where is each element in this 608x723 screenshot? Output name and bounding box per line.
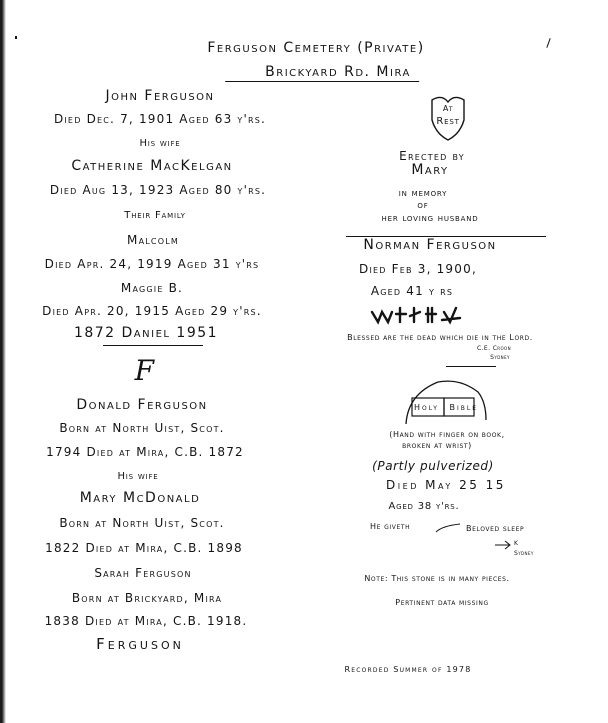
inscription-line: of — [417, 200, 429, 211]
maker-mark: Sydney — [514, 550, 534, 557]
book-label: Holy Bible — [414, 403, 478, 412]
inscription-line: her loving husband — [381, 213, 479, 224]
inscription-line: 1872 Daniel 1951 — [73, 325, 219, 341]
underline — [346, 236, 546, 237]
recorded-date: Recorded Summer of 1978 — [344, 665, 472, 674]
verse: He giveth — [370, 522, 411, 531]
inscription-line: Their Family — [124, 210, 186, 221]
inscription-line: Erected by — [399, 149, 465, 163]
inscription-line: Died Apr. 20, 1915 Aged 29 y'rs. — [42, 304, 262, 318]
rule-line — [103, 345, 203, 346]
epitaph: Blessed are the dead which die in the Lord. — [347, 333, 533, 342]
inscription-line: Died May 25 15 — [386, 478, 506, 492]
maker-mark: K — [514, 540, 519, 547]
inscription-line: Catherine MacKelgan — [71, 158, 233, 174]
inscription-line: Died Aug 13, 1923 Aged 80 y'rs. — [49, 183, 267, 197]
cemetery-location: Brickyard Rd. Mira — [225, 64, 419, 82]
rule-line — [446, 366, 496, 367]
inscription-line: Norman Ferguson — [363, 237, 497, 253]
scan-edge — [0, 0, 6, 723]
inscription-line: Died Dec. 7, 1901 Aged 63 y'rs. — [53, 112, 267, 126]
inscription-line: 1838 Died at Mira, C.B. 1918. — [44, 614, 248, 628]
verse-arrow — [434, 522, 462, 534]
scan-speck — [15, 36, 17, 39]
monogram: F — [134, 354, 156, 387]
stone-note: broken at wrist) — [402, 441, 472, 450]
inscription-line: Born at North Uist, Scot. — [59, 421, 225, 435]
maker-mark: C.E. Croon — [477, 345, 511, 352]
inscription-line: Donald Ferguson — [76, 397, 208, 413]
inscription-line: Maggie B. — [120, 281, 184, 295]
scan-speck — [546, 38, 550, 48]
inscription-line: Aged 38 y'rs. — [388, 501, 460, 512]
stone-note: (Partly pulverized) — [372, 459, 494, 473]
inscription-line: John Ferguson — [105, 88, 215, 104]
clasped-hands-icon — [370, 306, 462, 324]
verse: Beloved sleep — [466, 524, 525, 533]
inscription-line: Mary — [411, 162, 449, 178]
inscription-line: His wife — [117, 471, 159, 482]
cemetery-title: Ferguson Cemetery (Private) — [207, 40, 425, 56]
arrow-icon — [494, 540, 512, 550]
inscription-line: Born at North Uist, Scot. — [59, 516, 225, 530]
stone-note: (Hand with finger on book, — [389, 430, 505, 439]
inscription-line: Sarah Ferguson — [94, 566, 192, 580]
shield-text: Rest — [436, 116, 460, 127]
surname-base: Ferguson — [96, 635, 184, 653]
inscription-line: Aged 41 y rs — [370, 284, 454, 298]
inscription-line: His wife — [139, 138, 181, 149]
shield-text: At — [442, 104, 454, 113]
maker-mark: Sydney — [490, 354, 510, 361]
inscription-line: Died Feb 3, 1900, — [359, 262, 477, 276]
inscription-line: 1794 Died at Mira, C.B. 1872 — [46, 445, 244, 459]
inscription-line: in memory — [398, 188, 448, 199]
inscription-line: Mary McDonald — [79, 490, 201, 506]
inscription-line: Born at Brickyard, Mira — [71, 591, 223, 605]
inscription-line: 1822 Died at Mira, C.B. 1898 — [45, 541, 243, 555]
note: Note: This stone is in many pieces. — [364, 574, 510, 583]
note: Pertinent data missing — [395, 598, 489, 607]
inscription-line: Malcolm — [127, 233, 179, 247]
inscription-line: Died Apr. 24, 1919 Aged 31 y'rs — [44, 257, 260, 271]
